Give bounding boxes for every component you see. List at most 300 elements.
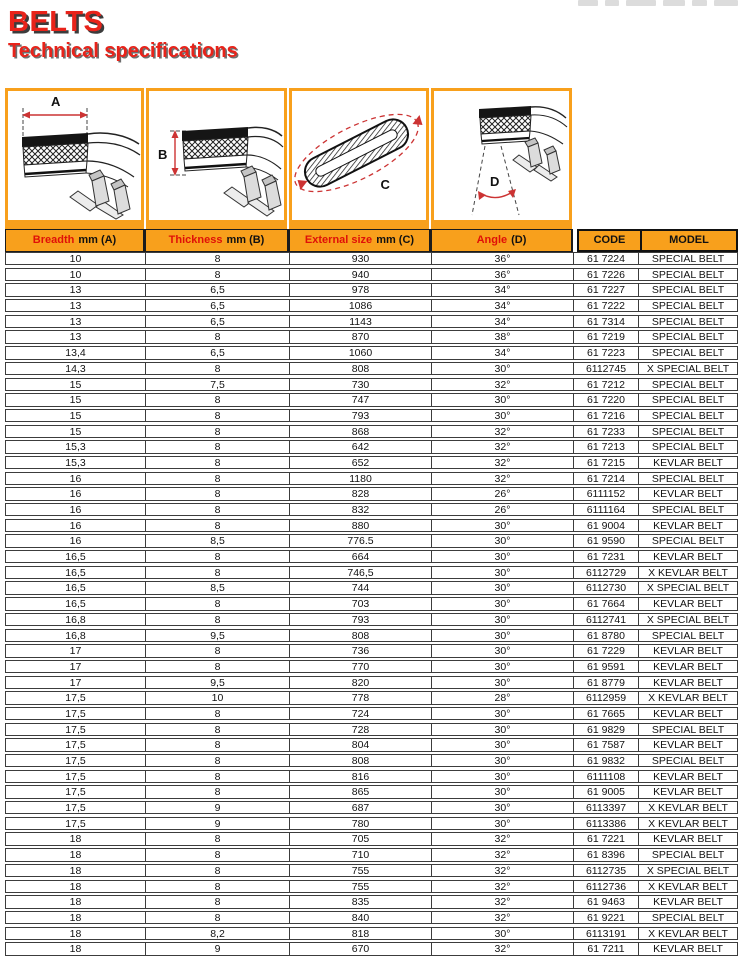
cell-external-size: 755 [290, 881, 432, 892]
cell-breadth: 18 [6, 881, 146, 892]
cell-model: SPECIAL BELT [651, 504, 725, 516]
cell-angle: 30° [432, 755, 574, 766]
cell-angle: 30° [432, 661, 574, 672]
cell-angle: 36° [432, 253, 574, 264]
cell-external-size: 828 [290, 488, 432, 499]
cell-angle: 34° [432, 284, 574, 295]
table-row [5, 817, 738, 830]
table-row [5, 597, 738, 610]
cell-angle: 30° [432, 535, 574, 546]
table-row [5, 519, 738, 532]
table-row [5, 581, 738, 594]
cell-thickness: 8 [146, 912, 290, 923]
cell-code: 61 8396 [574, 849, 639, 860]
cell-external-size: 724 [290, 708, 432, 719]
cell-angle: 30° [432, 394, 574, 405]
table-row [5, 942, 738, 955]
cell-angle: 30° [432, 551, 574, 562]
cell-angle: 30° [432, 677, 574, 688]
cell-external-size: 642 [290, 441, 432, 452]
table-row [5, 660, 738, 673]
cell-thickness: 8 [146, 598, 290, 609]
cell-code: 61 9463 [574, 896, 639, 907]
table-row [5, 566, 738, 579]
cell-external-size: 710 [290, 849, 432, 860]
cell-external-size: 1180 [290, 473, 432, 484]
cell-model: SPECIAL BELT [651, 347, 725, 359]
cell-model: SPECIAL BELT [651, 394, 725, 406]
cell-thickness: 8 [146, 849, 290, 860]
cell-angle: 30° [432, 724, 574, 735]
cell-model: X KEVLAR BELT [648, 692, 728, 704]
cell-thickness: 8 [146, 457, 290, 468]
cell-breadth: 15 [6, 426, 146, 437]
cell-breadth: 10 [6, 269, 146, 280]
cell-thickness: 8 [146, 881, 290, 892]
header-thickness: Thickness mm (B) [145, 229, 289, 252]
cell-code: 61 9221 [574, 912, 639, 923]
cell-code: 61 7229 [574, 645, 639, 656]
cell-breadth: 16,5 [6, 598, 146, 609]
table-row [5, 911, 738, 924]
cell-angle: 32° [432, 379, 574, 390]
cell-code: 61 7213 [574, 441, 639, 452]
cell-breadth: 17 [6, 645, 146, 656]
cell-code: 61 9832 [574, 755, 639, 766]
table-row [5, 393, 738, 406]
cell-breadth: 16,8 [6, 614, 146, 625]
cell-code: 6113386 [574, 818, 639, 829]
cell-breadth: 17,5 [6, 739, 146, 750]
cell-model: KEVLAR BELT [653, 786, 723, 798]
label-B: B [158, 147, 168, 162]
cell-model: KEVLAR BELT [653, 943, 723, 955]
table-row [5, 691, 738, 704]
cell-breadth: 13 [6, 331, 146, 342]
cell-angle: 28° [432, 692, 574, 703]
header-model: MODEL [642, 229, 738, 252]
breadth-diagram-drawing [8, 91, 141, 220]
cell-breadth: 17,5 [6, 786, 146, 797]
cell-angle: 32° [432, 833, 574, 844]
table-row [5, 550, 738, 563]
cell-model: KEVLAR BELT [653, 488, 723, 500]
cell-external-size: 840 [290, 912, 432, 923]
cell-external-size: 940 [290, 269, 432, 280]
cell-thickness: 8 [146, 786, 290, 797]
cell-breadth: 16,5 [6, 567, 146, 578]
cell-breadth: 16,5 [6, 582, 146, 593]
cell-external-size: 808 [290, 755, 432, 766]
cell-model: SPECIAL BELT [651, 253, 725, 265]
cell-angle: 32° [432, 426, 574, 437]
cell-code: 61 7216 [574, 410, 639, 421]
cell-thickness: 8 [146, 410, 290, 421]
cell-breadth: 10 [6, 253, 146, 264]
diagram-thickness [146, 88, 287, 229]
cell-model: KEVLAR BELT [653, 456, 723, 469]
cell-angle: 30° [432, 614, 574, 625]
cell-code: 6113191 [574, 928, 639, 939]
cell-breadth: 17 [6, 677, 146, 688]
table-row [5, 629, 738, 642]
cell-breadth: 17,5 [6, 724, 146, 735]
cell-model: KEVLAR BELT [653, 660, 723, 673]
cell-model: KEVLAR BELT [653, 833, 723, 845]
cell-code: 6112735 [574, 865, 639, 876]
cell-angle: 34° [432, 300, 574, 311]
cell-code: 61 9004 [574, 520, 639, 531]
cell-angle: 32° [432, 457, 574, 468]
table-header-row [5, 229, 738, 252]
header-code: CODE [577, 229, 642, 252]
cell-model: X SPECIAL BELT [646, 613, 730, 626]
cell-angle: 30° [432, 598, 574, 609]
cell-breadth: 16 [6, 520, 146, 531]
table-row [5, 487, 738, 500]
cell-angle: 30° [432, 708, 574, 719]
cell-angle: 38° [432, 331, 574, 342]
cell-external-size: 808 [290, 630, 432, 641]
cell-thickness: 9 [146, 943, 290, 954]
cell-thickness: 8 [146, 771, 290, 782]
table-row [5, 472, 738, 485]
cell-code: 61 7314 [574, 316, 639, 327]
cell-thickness: 8 [146, 661, 290, 672]
cell-angle: 32° [432, 881, 574, 892]
cell-angle: 30° [432, 739, 574, 750]
cell-angle: 34° [432, 316, 574, 327]
table-row [5, 832, 738, 845]
cell-model: SPECIAL BELT [651, 472, 725, 485]
cell-breadth: 17,5 [6, 771, 146, 782]
cell-external-size: 1143 [290, 316, 432, 327]
cell-angle: 30° [432, 410, 574, 421]
cell-thickness: 8,5 [146, 535, 290, 546]
table-row [5, 754, 738, 767]
cell-breadth: 15,3 [6, 441, 146, 452]
cell-external-size: 978 [290, 284, 432, 295]
table-row [5, 268, 738, 281]
page-title: BELTS [8, 6, 104, 38]
table-row [5, 927, 738, 940]
table-row [5, 283, 738, 296]
cell-angle: 32° [432, 473, 574, 484]
cell-external-size: 835 [290, 896, 432, 907]
cell-breadth: 14,3 [6, 363, 146, 374]
cell-thickness: 8 [146, 896, 290, 907]
cell-thickness: 8 [146, 708, 290, 719]
cell-thickness: 8 [146, 441, 290, 452]
cell-model: X SPECIAL BELT [646, 582, 730, 594]
cell-breadth: 17 [6, 661, 146, 672]
cell-breadth: 18 [6, 833, 146, 844]
cell-angle: 32° [432, 912, 574, 923]
table-row [5, 378, 738, 391]
cell-breadth: 18 [6, 928, 146, 939]
cell-model: SPECIAL BELT [651, 629, 725, 641]
cell-model: SPECIAL BELT [651, 300, 725, 312]
cell-code: 61 7227 [574, 284, 639, 295]
cell-model: KEVLAR BELT [653, 598, 723, 610]
cell-model: X KEVLAR BELT [648, 802, 728, 814]
cell-model: KEVLAR BELT [653, 519, 723, 532]
cell-code: 61 7587 [574, 739, 639, 750]
cell-breadth: 13 [6, 316, 146, 327]
cell-code: 61 7664 [574, 598, 639, 609]
cell-breadth: 17,5 [6, 708, 146, 719]
cell-angle: 30° [432, 567, 574, 578]
header-breadth: Breadth mm (A) [5, 229, 145, 252]
cell-breadth: 16,8 [6, 630, 146, 641]
cell-model: SPECIAL BELT [651, 849, 725, 861]
table-row [5, 613, 738, 626]
cell-code: 61 7226 [574, 269, 639, 280]
cell-model: SPECIAL BELT [651, 723, 725, 736]
diagram-external-size [289, 88, 429, 229]
page-subtitle: Technical specifications [8, 40, 238, 62]
cell-thickness: 8 [146, 269, 290, 280]
cell-model: X KEVLAR BELT [648, 817, 728, 830]
cell-breadth: 16 [6, 535, 146, 546]
cell-thickness: 8 [146, 567, 290, 578]
cell-thickness: 8 [146, 739, 290, 750]
cell-code: 61 7223 [574, 347, 639, 358]
cell-thickness: 8 [146, 488, 290, 499]
table-row [5, 409, 738, 422]
cell-external-size: 804 [290, 739, 432, 750]
header-angle: Angle (D) [431, 229, 573, 252]
cell-code: 6112730 [574, 582, 639, 593]
cell-breadth: 13 [6, 284, 146, 295]
cell-model: SPECIAL BELT [651, 535, 725, 547]
label-A: A [51, 94, 61, 109]
thickness-diagram-drawing [149, 91, 284, 220]
cell-model: SPECIAL BELT [651, 315, 725, 328]
diagram-strip [5, 88, 572, 229]
label-D: D [490, 174, 500, 189]
table-row [5, 440, 738, 453]
cell-code: 61 9829 [574, 724, 639, 735]
cell-external-size: 870 [290, 331, 432, 342]
cell-external-size: 880 [290, 520, 432, 531]
cell-model: SPECIAL BELT [651, 284, 725, 296]
table-row [5, 895, 738, 908]
cell-code: 61 7220 [574, 394, 639, 405]
cell-thickness: 9 [146, 802, 290, 813]
cell-angle: 36° [432, 269, 574, 280]
cell-breadth: 18 [6, 943, 146, 954]
cell-external-size: 820 [290, 677, 432, 688]
cell-angle: 30° [432, 818, 574, 829]
cell-external-size: 755 [290, 865, 432, 876]
cell-code: 61 8780 [574, 630, 639, 641]
cell-thickness: 8,5 [146, 582, 290, 593]
cell-breadth: 17,5 [6, 755, 146, 766]
cell-code: 6111152 [574, 488, 639, 499]
cell-angle: 32° [432, 943, 574, 954]
cell-breadth: 16 [6, 488, 146, 499]
cell-thickness: 8 [146, 551, 290, 562]
cell-angle: 32° [432, 896, 574, 907]
cell-breadth: 16,5 [6, 551, 146, 562]
cell-breadth: 17,5 [6, 802, 146, 813]
table-body [5, 252, 738, 956]
cell-thickness: 6,5 [146, 347, 290, 358]
cell-external-size: 793 [290, 614, 432, 625]
cell-breadth: 18 [6, 912, 146, 923]
cell-angle: 30° [432, 363, 574, 374]
cell-breadth: 15 [6, 394, 146, 405]
cell-external-size: 1060 [290, 347, 432, 358]
cell-breadth: 17,5 [6, 692, 146, 703]
cell-thickness: 8 [146, 520, 290, 531]
cell-model: KEVLAR BELT [653, 551, 723, 563]
cell-model: SPECIAL BELT [651, 755, 725, 767]
cell-breadth: 18 [6, 865, 146, 876]
diagram-breadth [5, 88, 144, 229]
cell-code: 61 7224 [574, 253, 639, 264]
cell-external-size: 808 [290, 363, 432, 374]
table-row [5, 770, 738, 783]
cell-thickness: 8 [146, 426, 290, 437]
cell-breadth: 17,5 [6, 818, 146, 829]
cell-model: KEVLAR BELT [653, 896, 723, 908]
cell-code: 61 7221 [574, 833, 639, 844]
table-row [5, 880, 738, 893]
cell-code: 61 7665 [574, 708, 639, 719]
table-row [5, 346, 738, 359]
cell-angle: 32° [432, 441, 574, 452]
cell-code: 6111108 [574, 771, 639, 782]
table-row [5, 456, 738, 469]
table-row [5, 738, 738, 751]
cell-external-size: 747 [290, 394, 432, 405]
cell-model: KEVLAR BELT [653, 739, 723, 751]
cell-code: 6112959 [574, 692, 639, 703]
table-row [5, 252, 738, 265]
cell-thickness: 9 [146, 818, 290, 829]
table-row [5, 425, 738, 438]
cell-angle: 30° [432, 802, 574, 813]
cell-external-size: 776.5 [290, 535, 432, 546]
cell-angle: 32° [432, 865, 574, 876]
label-C: C [380, 177, 390, 192]
cell-thickness: 8 [146, 755, 290, 766]
cell-breadth: 16 [6, 473, 146, 484]
cell-code: 61 9591 [574, 661, 639, 672]
cell-external-size: 1086 [290, 300, 432, 311]
cell-thickness: 8 [146, 363, 290, 374]
cell-code: 61 7211 [574, 943, 639, 954]
cell-thickness: 8 [146, 724, 290, 735]
cell-external-size: 865 [290, 786, 432, 797]
cell-code: 6111164 [574, 504, 639, 515]
table-row [5, 707, 738, 720]
cell-thickness: 10 [146, 692, 290, 703]
cell-angle: 30° [432, 630, 574, 641]
cell-thickness: 6,5 [146, 284, 290, 295]
cell-thickness: 6,5 [146, 316, 290, 327]
cell-breadth: 15 [6, 410, 146, 421]
cell-breadth: 18 [6, 849, 146, 860]
cell-thickness: 8,2 [146, 928, 290, 939]
cell-angle: 30° [432, 786, 574, 797]
cell-thickness: 8 [146, 504, 290, 515]
cell-model: X KEVLAR BELT [648, 566, 728, 579]
cell-breadth: 13 [6, 300, 146, 311]
cell-external-size: 780 [290, 818, 432, 829]
cell-external-size: 705 [290, 833, 432, 844]
cell-thickness: 8 [146, 865, 290, 876]
cell-breadth: 18 [6, 896, 146, 907]
cell-external-size: 728 [290, 724, 432, 735]
cell-external-size: 930 [290, 253, 432, 264]
table-row [5, 299, 738, 312]
header-external-size: External size mm (C) [289, 229, 431, 252]
table-row [5, 801, 738, 814]
cell-external-size: 818 [290, 928, 432, 939]
cell-model: X SPECIAL BELT [646, 362, 730, 375]
cell-code: 61 7222 [574, 300, 639, 311]
cell-code: 6112736 [574, 881, 639, 892]
cell-model: KEVLAR BELT [653, 770, 723, 783]
cell-code: 61 7215 [574, 457, 639, 468]
cell-angle: 30° [432, 645, 574, 656]
diagram-angle [431, 88, 572, 229]
cell-thickness: 8 [146, 394, 290, 405]
cell-model: SPECIAL BELT [651, 911, 725, 924]
angle-diagram-drawing [434, 91, 569, 220]
cell-angle: 34° [432, 347, 574, 358]
cell-thickness: 6,5 [146, 300, 290, 311]
cell-code: 61 7219 [574, 331, 639, 342]
cell-external-size: 687 [290, 802, 432, 813]
external-size-diagram-drawing [292, 91, 426, 220]
cell-model: KEVLAR BELT [653, 645, 723, 657]
cell-thickness: 8 [146, 331, 290, 342]
spec-table [5, 229, 738, 958]
table-row [5, 785, 738, 798]
table-row [5, 503, 738, 516]
cell-angle: 30° [432, 520, 574, 531]
cell-model: SPECIAL BELT [651, 409, 725, 422]
cell-external-size: 832 [290, 504, 432, 515]
cell-external-size: 778 [290, 692, 432, 703]
cell-code: 61 7214 [574, 473, 639, 484]
cell-thickness: 8 [146, 645, 290, 656]
cell-external-size: 652 [290, 457, 432, 468]
cell-thickness: 9,5 [146, 630, 290, 641]
cell-code: 6112729 [574, 567, 639, 578]
cell-code: 61 9005 [574, 786, 639, 797]
cell-breadth: 15 [6, 379, 146, 390]
cell-external-size: 736 [290, 645, 432, 656]
cell-external-size: 670 [290, 943, 432, 954]
cell-external-size: 816 [290, 771, 432, 782]
table-row [5, 315, 738, 328]
cell-model: KEVLAR BELT [653, 707, 723, 720]
cell-code: 61 7233 [574, 426, 639, 437]
table-row [5, 676, 738, 689]
cell-external-size: 664 [290, 551, 432, 562]
cell-thickness: 8 [146, 614, 290, 625]
cell-angle: 32° [432, 849, 574, 860]
cell-thickness: 8 [146, 473, 290, 484]
cell-external-size: 793 [290, 410, 432, 421]
cell-model: X KEVLAR BELT [648, 927, 728, 939]
cell-model: SPECIAL BELT [651, 425, 725, 437]
